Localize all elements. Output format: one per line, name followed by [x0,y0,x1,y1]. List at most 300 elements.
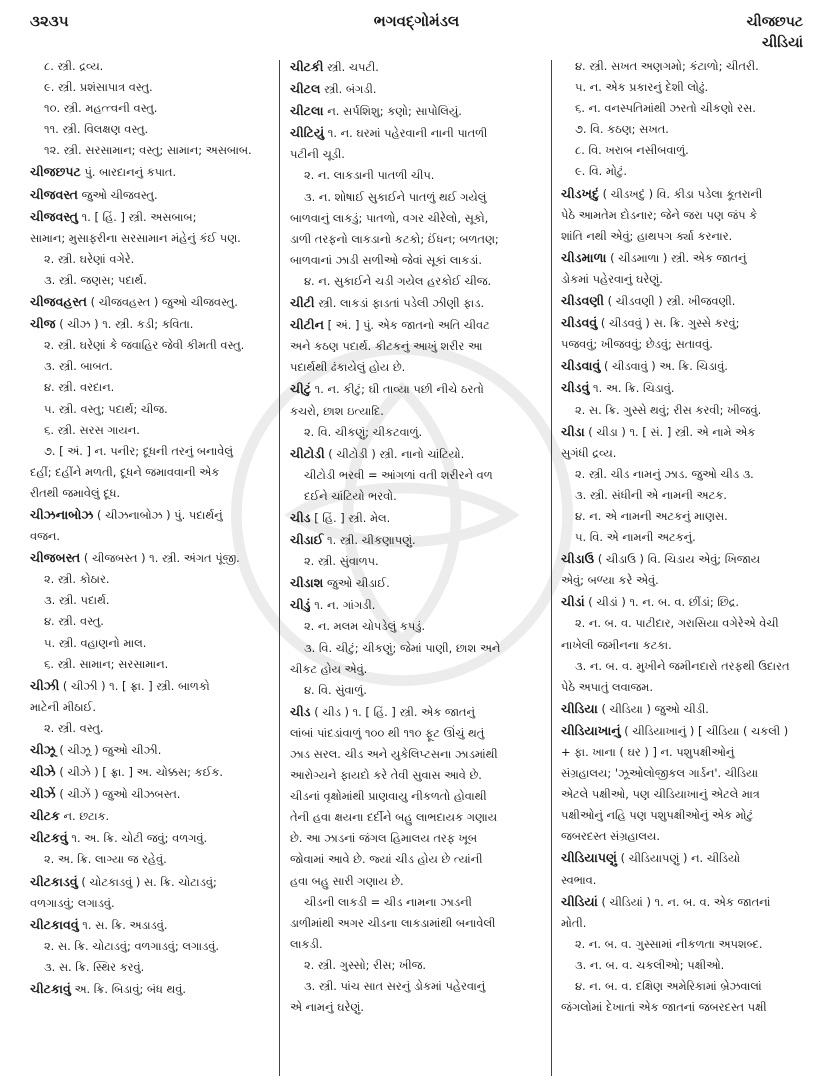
text-line [561,826,807,847]
headword: ચીડાશ [290,575,324,591]
definition-text: ૭. [ અં. ] ન. પનીર; દૂધની તરનું બનાવેલું [44,443,234,458]
text-line [561,656,807,677]
text-line [30,399,266,420]
text-line [30,377,266,398]
entry-line [30,547,266,569]
definition-text: ૧૦. સ્ત્રી. મહત્ત્વની વસ્તુ. [44,101,158,116]
definition-text: પેઠે આમતેમ દોડનાર; જેને જરા પણ જંપ કે [561,207,758,222]
entry-line [561,183,807,205]
definition-text: ડોકમાં પહેરવાનું ઘરેણું. [561,271,663,286]
text-line [290,659,540,680]
text-line [290,913,540,934]
definition-text: ૧. ન. કીટું; ઘી તાવ્યા પછી નીચે ઠરતો [311,382,484,397]
entry-line [30,914,266,936]
headword: ચીજ [30,316,56,332]
definition-text: ૨. ન. બ. વ. પાટીદાર, ગરાસિયા વગેરેએ વેચી [575,616,779,631]
definition-text: ચીડની લાકડી = ચીડ નામના ઝાડની [304,894,472,909]
definition-text: અ. ક્રિ. બિડાવું; બંધ થવું. [70,982,186,997]
text-line [290,271,540,292]
definition-text: ૪. સ્ત્રી. વસ્તુ. [44,614,104,629]
headword: ચીડિયાપણું [561,850,617,866]
definition-text: ૨. વિ. ચીકણું; ચીકટવાળું. [304,424,423,439]
text-line [30,936,266,957]
text-line [561,269,807,290]
definition-text: + ફા. ખાના ( ઘર ) ] ન. પશુપક્ષીઓનું [561,745,735,759]
headword: ચીડાઈ [290,532,324,548]
text-line [30,849,266,870]
text-line [561,334,807,355]
headword: ચીજવહસ્ત [30,294,87,310]
entry-line [290,314,540,336]
text-line [30,98,266,119]
text-line [561,784,807,805]
definition-text: અને કઠણ પદાર્થ. કીટકનું આખું શરીર આ [290,339,483,354]
definition-text: ( ચીડવણી ) સ્ત્રી. ખીજવણી. [604,294,736,309]
definition-text: પેઠે અપાતું લવાજમ. [561,679,653,694]
text-line [561,98,807,119]
text-line [30,249,266,270]
text-line [30,77,266,98]
text-line [290,849,540,870]
headword: ચીટલા [290,103,324,119]
definition-text: ( ચીજવહસ્ત ) જુઓ ચીજવસ્તુ. [86,295,238,310]
definition-text: ૩. સ્ત્રી. સંધીની એ નામની અટક. [575,487,727,502]
text-line [561,527,807,548]
definition-text: ૨. સ્ત્રી. ઘરેણાં કે જવાહિર જેવી કીમતી વસ્તુ. [44,338,245,353]
definition-text: ૬. સ્ત્રી. સરસ ગાયન. [44,422,140,437]
text-line [290,680,540,701]
entry-line [30,291,266,313]
text-line [290,551,540,572]
headword: ચીટક [30,808,60,824]
definition-text: ( ચીડિયાપણું ) ન. ચીડિયો [617,851,741,866]
text-line [30,228,266,249]
definition-text: ૨. અ. ક્રિ. લાગ્યા જ રહેવું. [44,852,167,867]
text-line [561,763,807,784]
entry-line [290,292,540,314]
definition-text: શાંતિ નથી એવું; હાથપગ ર્ક્યા કરનાર. [561,228,733,243]
definition-text: ૨. સ. ક્રિ. ચોટાડવું; વળગાડવું; લગાડવું. [44,938,220,953]
headword: ચીટી [290,295,315,311]
column-left [30,56,266,1078]
text-line [290,465,540,486]
definition-text: ન. છટાક. [59,809,110,824]
entry-line [561,698,807,720]
headword: ચીઝે [30,764,56,780]
entry-line [30,161,266,183]
text-line [290,208,540,229]
text-line [561,997,807,1018]
text-line [561,400,807,421]
entry-line [30,805,266,827]
definition-text: ૨. સ્ત્રી. ગુસ્સો; રીસ; ખીજ. [304,957,426,972]
headword: ચીટકાવું [30,981,71,997]
definition-text: જોવામાં આવે છે. જ્યાં ચીડ હોય છે ત્યાંની [290,852,483,867]
text-line [290,229,540,250]
text-line [290,744,540,765]
entry-line [290,529,540,551]
definition-text: વળગાડવું; લગાડવું. [30,895,115,910]
text-line [290,934,540,955]
definition-text: ૨. સ. ક્રિ. ગુસ્સે થવું; રીસ કરવી; ખીજવું. [575,402,762,417]
entry-line [290,572,540,594]
definition-text: ૩. સ્ત્રી. જણસ; પદાર્થ. [44,272,147,287]
text-line [290,892,540,913]
definition-text: જંગલોમાં દેખાતાં એક જાતનાં જબરદસ્ત પક્ષી [561,1000,767,1015]
definition-text: ૧. [ હિં. ] સ્ત્રી. અસબાબ; [78,209,197,224]
headword: ચીટલ [290,81,321,97]
definition-text: આરોગ્યને ફાયદો કરે તેવી સુવાસ આવે છે. [290,768,482,783]
definition-text: માટેની મીઠાઈ. [30,699,96,714]
entry-line [561,847,807,869]
headword: ચીડિયા [561,700,598,716]
page-header [30,10,803,54]
headword: ચીડખદું [561,185,599,201]
definition-text: સામાન; મુસાફરીના સરસામાન મંહેનું કંઈ પણ. [30,230,241,245]
definition-text: ( ચીડા ) ૧. [ સં. ] સ્ત્રી. એ નામે એક [584,424,756,439]
definition-text: ૪. સ્ત્રી. સખત અણગમો; કંટાળો; ચીતરી. [575,59,759,73]
text-line [290,422,540,443]
entry-line [30,206,266,228]
headword: ચીજબસ્ત [30,550,81,566]
text-line [30,335,266,356]
text-line [290,486,540,507]
definition-text: ૧. અ. ક્રિ. ચોટી જવું; વળગવું. [67,831,208,846]
entry-line [561,290,807,312]
headword: ચીડવણી [561,293,605,309]
headword: ચીડાઉ [561,551,595,567]
text-line [561,613,807,634]
text-line [290,250,540,271]
text-line [290,144,540,165]
entry-line [290,122,540,144]
definition-text: દઈને ચાંટિયો ભરવો. [304,488,397,503]
column-divider [551,60,552,1076]
text-line [561,976,807,997]
definition-text: ૪. ન. એ નામની અટકનું માણસ. [575,508,728,523]
entry-line [561,591,807,613]
guide-word-last: ચીડિયાં [762,35,803,51]
column-right [561,56,807,1078]
text-line [561,119,807,140]
definition-text: સ્ત્રી. ચપટી. [323,60,379,74]
entry-line [30,871,266,893]
text-line [561,913,807,934]
headword: ચીડ [290,509,311,525]
text-line [290,871,540,892]
entry-line [30,184,266,206]
definition-text: ૯. સ્ત્રી. પ્રશંસાપાત્ર વસ્તુ. [44,80,153,95]
definition-text: લાંબાં પાંદડાંવાળું ૧૦૦ થી ૧૧૦ ફૂટ ઊંચું થતું [290,725,485,740]
text-line [561,226,807,247]
text-line [561,77,807,98]
text-line [561,485,807,506]
headword: ચીડું [290,597,311,613]
definition-text: ૧. ન. ગાંગડી. [310,598,376,613]
definition-text: ૧૧. સ્ત્રી. વિલક્ષણ વસ્તુ. [44,122,149,137]
entry-line [561,421,807,443]
definition-text: ૪. ન. બ. વ. દક્ષિણ અમેરિકામાં બ્રેઝવાલાં [575,979,762,994]
text-line [30,483,266,504]
entry-line [30,504,266,526]
text-line [30,420,266,441]
text-line [290,187,540,208]
entry-line [561,891,807,913]
definition-text: ૩. સ્ત્રી. પાંચ સાત સરનું ડોકમાં પહેરવાનું [304,979,486,994]
text-line [290,997,540,1018]
definition-text: ( ચીઝેં ) જુઓ ચીઝબસ્ત. [55,787,181,802]
headword: ચીડા [561,423,585,439]
text-line [30,119,266,140]
definition-text: ( ચીડ ) ૧. [ હિં. ] સ્ત્રી. એક જાતનું [310,704,475,719]
entry-line [290,701,540,723]
definition-text: પટીની ચૂડી. [290,147,345,162]
definition-text: ૩. ન. શોષાઈ સુકાઈને પાતળું થઈ ગયેલું [304,189,487,204]
entry-line [290,100,540,122]
headword: ચીડાં [561,594,585,610]
text-line [290,165,540,186]
text-line [30,957,266,978]
headword: ચીજછપટ [30,164,81,180]
definition-text: ( ચીટોડી ) સ્ત્રી. નાનો ચાંટિયો. [324,446,465,461]
definition-text: ( ચીડાં ) ૧. ન. બ. વ. છીંડાં; છિદ્ર. [584,595,740,610]
text-line [561,205,807,226]
definition-text: એવું; બળ્યા કરે એવું. [561,573,659,588]
entry-line [30,675,266,697]
definition-text: ડાળી તરફનો લાકડાનો કટકો; ઈંધન; બળતણ; [290,231,499,246]
definition-text: સ્વભાવ. [561,872,597,887]
text-line [30,611,266,632]
definition-text: ૨. સ્ત્રી. ઘરેણાં વગેરે. [44,251,135,266]
definition-text: નાખેલી જમીનના કટકા. [561,637,672,652]
definition-text: ( ચીડાઉ ) વિ. ચિડાય એવું; ખિજાય [594,552,761,567]
headword: ચીઝેં [30,786,56,802]
text-line [30,356,266,377]
definition-text: સ્ત્રી. બંગડી. [320,82,377,97]
headword: ચીટકાડવું [30,873,78,889]
headword: ચીડવાવું [561,358,601,374]
definition-text: ( ચીડિયાં ) ૧. ન. બ. વ. એક જાતનાં [597,894,771,909]
entry-line [561,355,807,377]
headword: ચીઝનાબોઝ [30,506,94,522]
definition-text: ૫. ન. એક પ્રકારનું દેશી લોઢું. [575,80,709,95]
text-line [30,718,266,739]
definition-text: ૧. સ્ત્રી. ચીકણાપણું. [323,533,416,548]
definition-text: એ નામનું ઘરેણું. [290,1000,364,1015]
entry-line [30,827,266,849]
definition-text: ૩. ન. બ. વ. મુખીને જમીનદારો તરફથી ઉદારત [575,658,790,673]
definition-text: ૬. સ્ત્રી. સામાન; સરસામાન. [44,656,169,671]
text-line [561,870,807,891]
definition-text: ૨. સ્ત્રી. સુંવાળપ. [304,554,379,569]
definition-text: ( ચીડિયા ) જુઓ ચીડી. [597,701,709,716]
entry-line [561,377,807,399]
definition-text: ( ચીડવાવું ) અ. ક્રિ. ચિડાવું. [600,359,728,374]
text-line [30,441,266,462]
definition-text: ૩. ન. બ. વ. ચકલીઓ; પક્ષીઓ. [575,957,725,972]
definition-text: ( ચીડવવું ) સ. ક્રિ. ગુસ્સે કરવું; [597,316,740,331]
text-line [561,742,807,763]
text-line [290,786,540,807]
text-line [290,807,540,828]
definition-text: બાળવાનું લાકડું; પાતળો, વગર ચીરેલો, સૂકો, [290,210,489,225]
definition-text: એટલે પક્ષીઓ, પણ ચીડિયાખાનું એટલે માત્ર [561,787,760,802]
definition-text: જુઓ ચીજવસ્તુ. [78,187,158,202]
text-line [30,56,266,77]
entry-line [30,313,266,335]
text-line [30,569,266,590]
text-line [561,677,807,698]
headword: ચીટિયું [290,125,325,141]
headword: ચીજવસ્તુ [30,208,79,224]
text-line [290,976,540,997]
definition-text: ન. સર્પશિશુ; કણો; સાપોલિયું. [323,104,462,119]
definition-text: ચીટોડી ભરવી = આંગળાં વતી શરીરને વળ [304,467,493,482]
definition-text: કચરો, છાશ ઇત્યાદિ. [290,403,384,418]
headword: ચીડવવું [561,315,598,331]
entry-line [30,739,266,761]
text-line [30,462,266,483]
definition-text: ઝાડ સરલ. ચીડ અને યુકેલિપ્ટસના ઝાડમાંથી [290,747,498,761]
definition-text: ૮. સ્ત્રી. દ્રવ્ય. [44,59,104,73]
definition-text: [ અં. ] પું. એક જાતનો અતિ ચીવટ [324,318,490,333]
definition-text: હવા બહુ સારી ગણાય છે. [290,873,404,888]
text-line [561,506,807,527]
definition-text: ( ચીઝી ) ૧. [ ફ્રા. ] સ્ત્રી. બાળકો [59,678,210,693]
guide-word-first: ચીજછપટ [746,14,803,30]
text-line [561,161,807,182]
definition-text: વજન. [30,529,60,544]
entry-line [290,78,540,100]
text-line [30,270,266,291]
entry-line [561,312,807,334]
text-line [561,443,807,464]
definition-text: ( ચોટકાડવું ) સ. ક્રિ. ચોટાડવું; [77,874,217,889]
definition-text: બાળવાનાં ઝાડી સળીઓ જેવાં સૂકાં લાકડાં. [290,252,482,267]
text-line [290,765,540,786]
definition-text: ચીડનાં વૃક્ષોમાંથી પ્રાણવાયુ નીકળતો હોવાથી [290,789,487,804]
definition-text: પજવવું; ખીજવવું; છેડવું; સતાવવું. [561,337,713,352]
text-line [30,140,266,161]
text-line [290,828,540,849]
entry-line [561,548,807,570]
headword: ચીટકી [290,59,324,74]
definition-text: ડાળીમાંથી અગર ચીડના લાકડામાંથી બનાવેલી [290,915,496,930]
definition-text: ૧૨. સ્ત્રી. સરસામાન; વસ્તુ; સામાન; અસબાબ. [44,143,252,158]
definition-text: ( ચીઝનાબોઝ ) પું. પદાર્થનું [93,507,223,522]
definition-text: ૪. ન. સુકાઈને ચડી ગયેલ હરકોઈ ચીજ. [304,273,492,288]
entry-line [561,720,807,742]
definition-text: ૩. સ. ક્રિ. સ્થિર કરવું. [44,959,145,974]
column-divider [279,60,280,1076]
definition-text: ૪. સ્ત્રી. વરદાન. [44,380,115,395]
text-line [561,464,807,485]
entry-line [30,978,266,1000]
headword: ચીટકાવવું [30,916,79,932]
definition-text: ૨. ન. લાકડાની પાતળી ચીપ. [304,168,435,183]
entry-line [30,761,266,783]
definition-text: રીતથી જમાવેલું દૂધ. [30,485,121,500]
definition-text: ૬. ન. વનસ્પતિમાંથી ઝરતો ચીકણો રસ. [575,101,756,116]
definition-text: છે. આ ઝાડનાં જંગલ હિમાલય તરફ ખૂબ [290,831,478,846]
text-line [561,805,807,826]
text-line [561,934,807,955]
headword: ચીટોડી [290,445,325,461]
definition-text: ૮. વિ. ખરાબ નસીબવાળું. [575,143,689,158]
definition-text: પું. બારદાનનું કપાત. [80,165,177,180]
definition-text: ( ચીઝ ) ૧. સ્ત્રી. કડી; કવિતા. [55,317,194,332]
headword: ચીડમાળા [561,249,607,265]
definition-text: ૨. સ્ત્રી. વસ્તુ. [44,720,104,735]
definition-text: ( ચીડખદું ) વિ. કીડા પડેલા કૂતરાની [598,186,763,201]
entry-line [290,594,540,616]
definition-text: ( ચીડિયાખાનું ) [ ચીડિયા ( ચકલી ) [620,723,789,738]
column-middle [290,56,540,1078]
definition-text: સુગંધી દ્રવ્ય. [561,445,617,460]
definition-text: ૫. સ્ત્રી. વસ્તુ; પદાર્થ; ચીજ. [44,401,168,416]
text-line [561,56,807,77]
page-number: ૩૨૩૫ [30,12,69,30]
definition-text: ૫. વિ. એ નામની અટકનું. [575,530,696,545]
text-line [290,357,540,378]
headword: ચીજવસ્ત [30,186,79,202]
entry-line [290,443,540,465]
headword: ચીટું [290,381,312,397]
headword: ચીડિયાં [561,893,598,909]
headword: ચીટીન [290,317,324,333]
definition-text: ૩. સ્ત્રી. પદાર્થ. [44,593,110,608]
definition-text: પક્ષીઓનું નહિ પણ પશુપક્ષીઓનું એક મોટું [561,808,754,823]
definition-text: તેની હવા ક્ષયના દર્દીને બહુ લાભદાયક ગણાય [290,810,498,825]
running-title: ભગવદ્ગોમંડલ [373,12,460,30]
text-line [290,723,540,744]
headword: ચીઝી [30,677,60,693]
text-line [290,401,540,422]
headword: ચીટકવું [30,830,68,846]
entry-line [290,56,540,78]
headword: ચીઝૂ [30,742,56,757]
text-line [290,638,540,659]
text-line [290,336,540,357]
headword: ચીડ [290,703,311,719]
definition-text: ૫. સ્ત્રી. વહાણનો માલ. [44,635,147,650]
definition-text: મોતી. [561,915,587,930]
definition-text: દહીં; દહીંને મળતી, દૂધને જમાવવાની એક [30,464,220,479]
definition-text: ૭. વિ. કઠણ; સખત. [575,122,669,137]
definition-text: લાકડી. [290,936,323,951]
definition-text: ૨. ન. મલમ ચોપડેલું કપડું. [304,619,426,634]
text-line [561,635,807,656]
entry-line [561,247,807,269]
definition-text: ૧. સ. ક્રિ. અડાડવું. [78,917,168,932]
definition-text: ( ચીઝે ) [ ફ્રા. ] અ. ચોક્કસ; કઈક. [55,765,224,780]
text-line [30,654,266,675]
definition-text: ૨. સ્ત્રી. ચીડ નામનું ઝાડ. જુઓ ચીડ ૩. [575,466,754,481]
definition-text: ( ચીજબસ્ત ) ૧. સ્ત્રી. અંગત પૂંજી. [80,551,240,566]
text-line [561,140,807,161]
definition-text: ( ચીડમાળા ) સ્ત્રી. એક જાતનું [606,250,747,265]
definition-text: પદાર્થથી ઢંકાયેલું હોય છે. [290,360,406,375]
definition-text: સંગ્રહાલય; 'ઝૂઓલોજીકલ ગાર્ડન'. ચીડિયા [561,766,759,781]
text-line [30,633,266,654]
text-line [290,616,540,637]
definition-text: સ્ત્રી. લાકડાં ફાડતાં પડેલી ઝીણી ફાડ. [314,296,485,311]
definition-text: ૩. વિ. ચીટું; ચીકણું; જેમાં પાણી, છાશ અને [304,640,501,655]
definition-text: ૩. સ્ત્રી. બાબત. [44,359,113,374]
text-line [30,526,266,547]
guide-words [746,12,803,54]
entry-line [30,783,266,805]
